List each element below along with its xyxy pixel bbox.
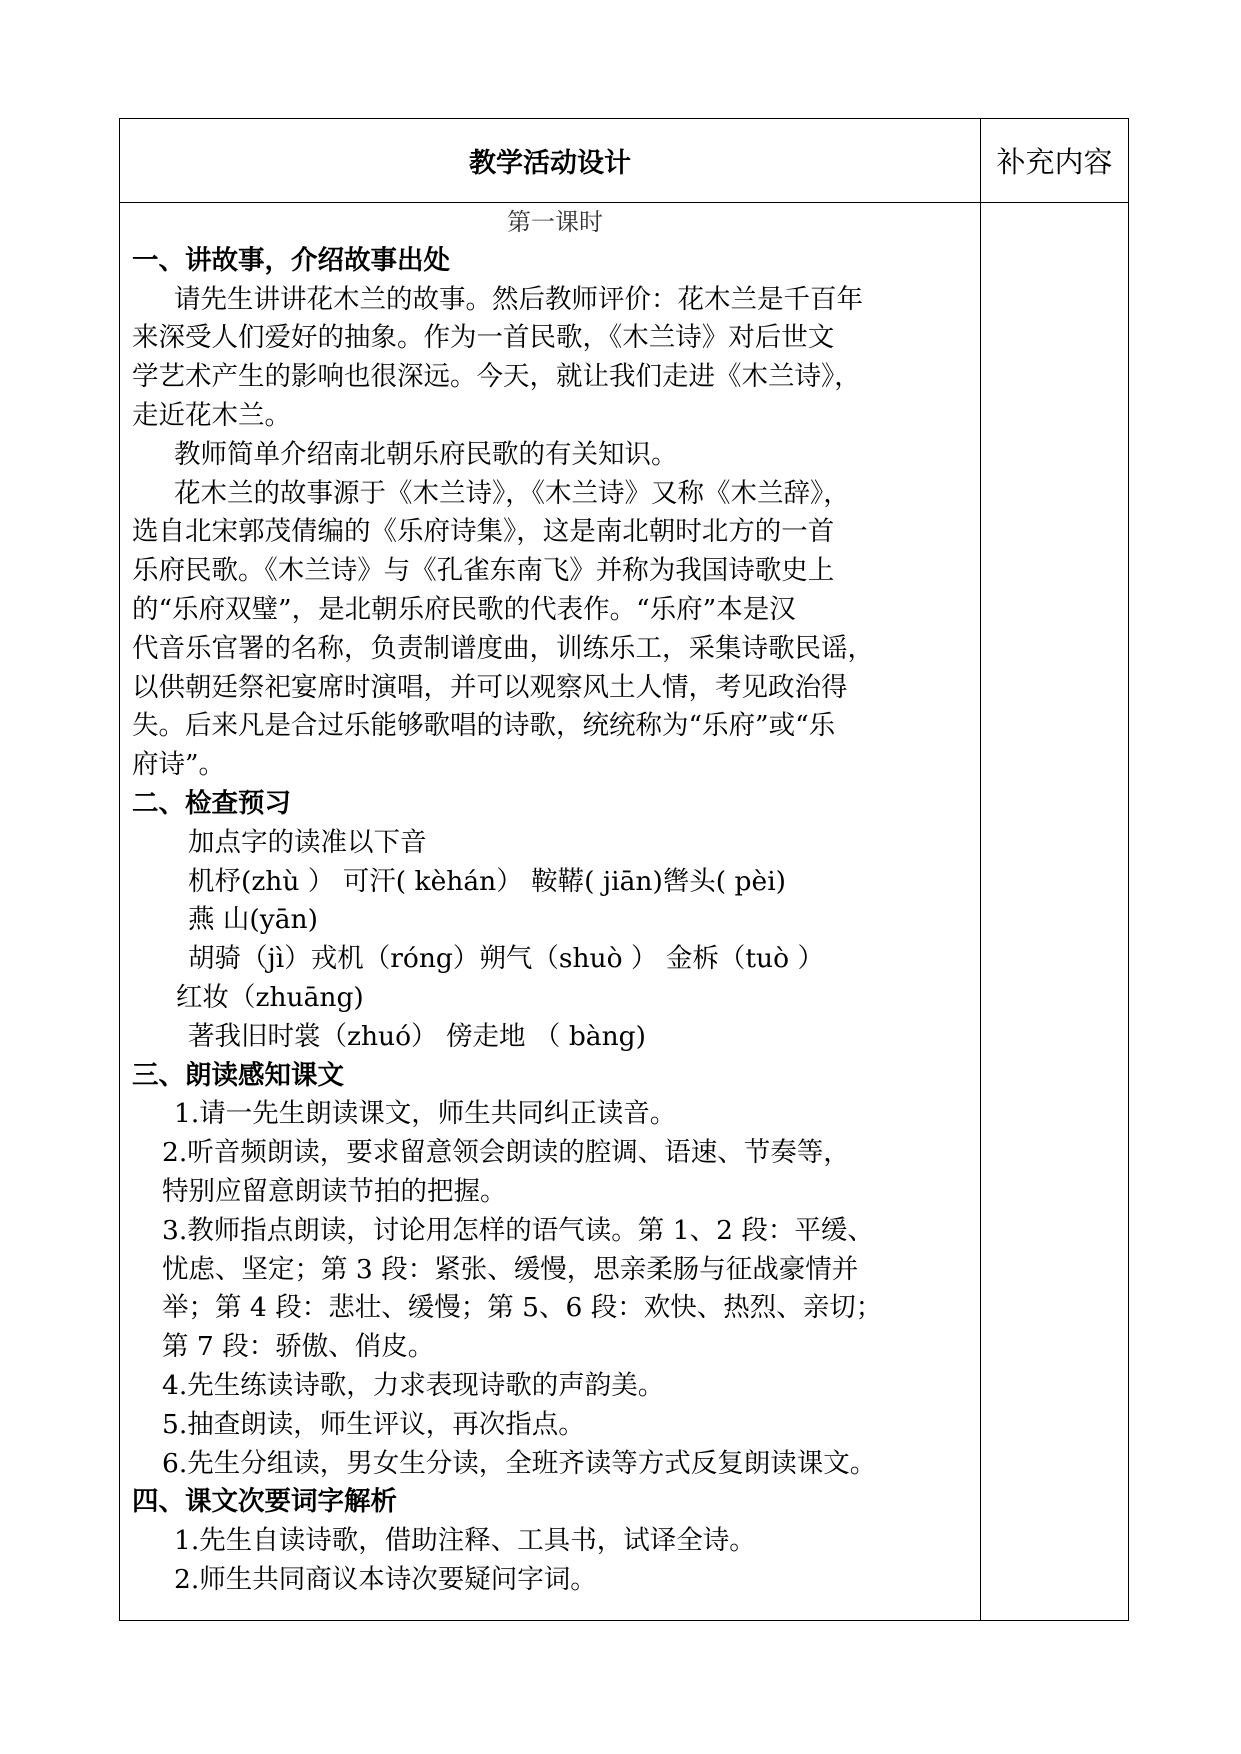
column-divider <box>980 119 981 1620</box>
pinyin-line: 机杼(zhù ） 可汗( kèhán） 鞍鞯( jiān)辔头( pèi) <box>188 865 787 897</box>
section-3-title: 三、朗读感知课文 <box>132 1059 344 1091</box>
section-1-paragraph-line: 教师简单介绍南北朝乐府民歌的有关知识。 <box>174 438 678 470</box>
section-1-paragraph-line: 的“乐府双璧”，是北朝乐府民歌的代表作。“乐府”本是汉 <box>132 593 796 625</box>
section-1-paragraph-line: 花木兰的故事源于《木兰诗》，《木兰诗》又称《木兰辞》， <box>174 477 850 509</box>
section-4-item: 2.师生共同商议本诗次要疑问字词。 <box>174 1563 597 1595</box>
teaching-content-cell <box>132 203 978 1600</box>
section-1-paragraph-line: 请先生讲讲花木兰的故事。然后教师评价：花木兰是千百年 <box>174 283 863 315</box>
section-1-paragraph-line: 来深受人们爱好的抽象。作为一首民歌，《木兰诗》对后世文 <box>132 322 835 354</box>
section-3-item: 2.听音频朗读，要求留意领会朗读的腔调、语速、节奏等， <box>162 1137 850 1169</box>
section-3-item: 5.抽查朗读，师生评议，再次指点。 <box>162 1408 585 1440</box>
section-3-item: 第 7 段：骄傲、俏皮。 <box>162 1331 435 1363</box>
section-2-intro: 加点字的读准以下音 <box>188 826 427 858</box>
section-1-paragraph-line: 选自北宋郭茂倩编的《乐府诗集》，这是南北朝时北方的一首 <box>132 516 835 548</box>
header-teaching-design: 教学活动设计 <box>469 147 631 179</box>
section-2-title: 二、检查预习 <box>132 787 291 819</box>
section-1-paragraph-line: 乐府民歌。《木兰诗》与《孔雀东南飞》并称为我国诗歌史上 <box>132 555 835 587</box>
section-3-item: 举；第 4 段：悲壮、缓慢；第 5、6 段：欢快、热烈、亲切； <box>162 1292 883 1324</box>
table-header-row <box>120 119 1128 203</box>
pinyin-line: 燕 山(yān) <box>188 904 318 936</box>
section-1-paragraph-line: 失。后来凡是合过乐能够歌唱的诗歌，统统称为“乐府”或“乐 <box>132 710 836 742</box>
section-1-paragraph-line: 学艺术产生的影响也很深远。今天，就让我们走进《木兰诗》， <box>132 361 861 393</box>
section-3-item: 忧虑、坚定；第 3 段：紧张、缓慢，思亲柔肠与征战豪情并 <box>162 1253 859 1285</box>
section-3-item: 6.先生分组读，男女生分读，全班齐读等方式反复朗读课文。 <box>162 1447 877 1479</box>
section-3-item: 4.先生练读诗歌，力求表现诗歌的声韵美。 <box>162 1369 665 1401</box>
section-3-item: 3.教师指点朗读，讨论用怎样的语气读。第 1、2 段：平缓、 <box>162 1214 874 1246</box>
session-title: 第一课时 <box>507 208 603 236</box>
pinyin-line: 著我旧时裳（zhuó） 傍走地 （ bàng) <box>188 1020 646 1052</box>
section-4-title: 四、课文次要词字解析 <box>132 1486 397 1518</box>
section-3-item: 特别应留意朗读节拍的把握。 <box>162 1175 507 1207</box>
pinyin-line: 红妆（zhuāng) <box>176 981 364 1013</box>
header-supplement: 补充内容 <box>996 144 1113 179</box>
section-1-paragraph-line: 以供朝廷祭祀宴席时演唱，并可以观察风土人情，考见政治得 <box>132 671 848 703</box>
section-1-paragraph-line: 代音乐官署的名称，负责制谱度曲，训练乐工，采集诗歌民谣， <box>132 632 874 664</box>
section-1-title: 一、讲故事，介绍故事出处 <box>132 244 450 276</box>
pinyin-line: 胡骑（jì）戎机（róng）朔气（shuò ） 金柝（tuò ） <box>188 943 824 975</box>
section-3-item: 1.请一先生朗读课文，师生共同纠正读音。 <box>174 1098 677 1130</box>
section-4-item: 1.先生自读诗歌，借助注释、工具书，试译全诗。 <box>174 1525 756 1557</box>
section-1-paragraph-line: 走近花木兰。 <box>132 399 291 431</box>
lesson-plan-table <box>119 118 1129 1621</box>
section-1-paragraph-line: 府诗”。 <box>132 749 226 781</box>
